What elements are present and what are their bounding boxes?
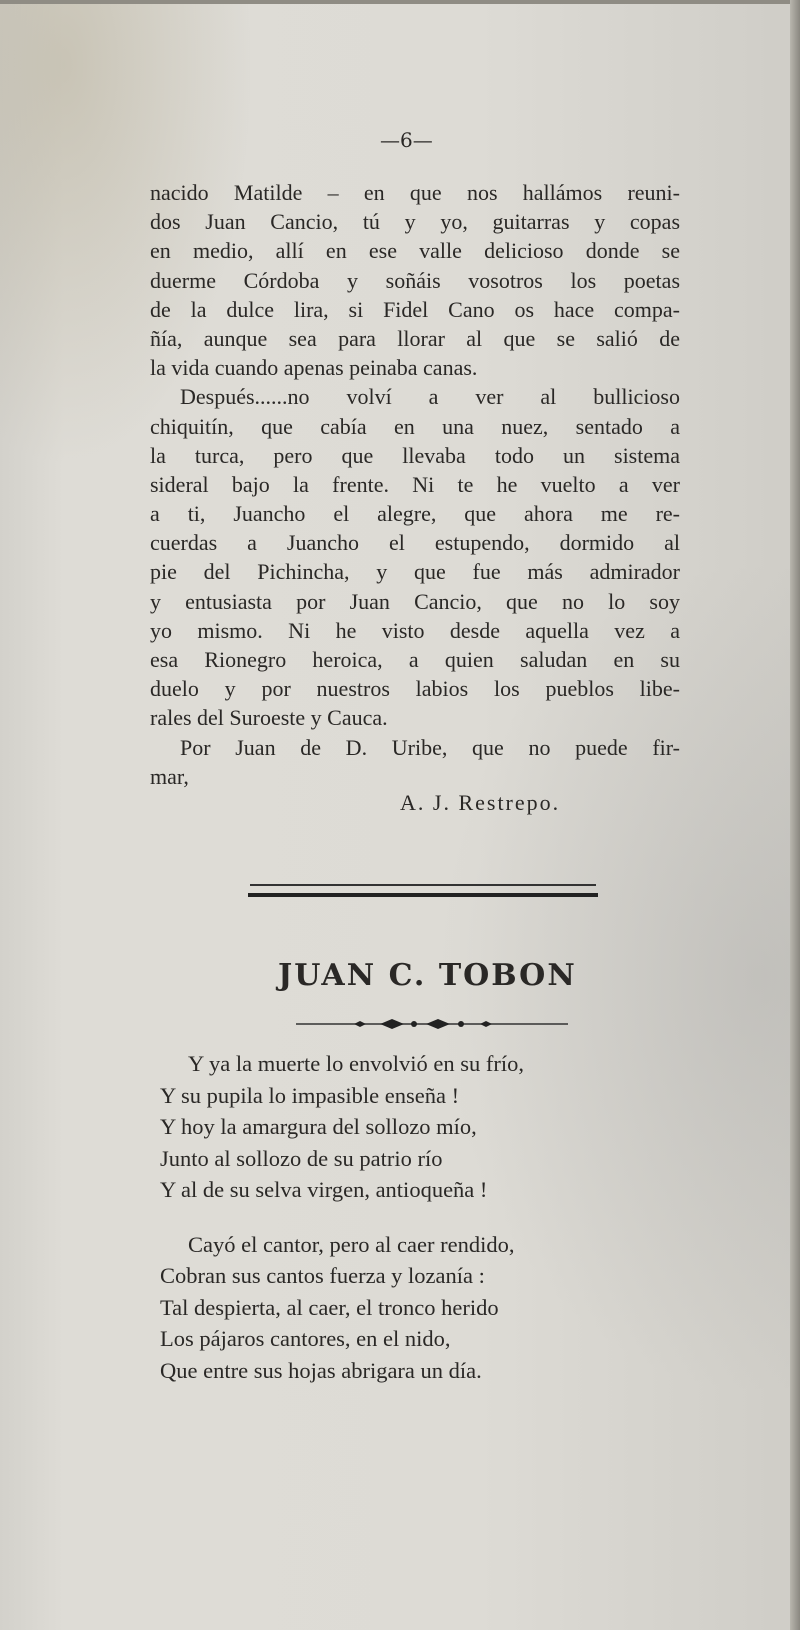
verse-line: Junto al sollozo de su patrio río — [160, 1145, 443, 1171]
prose-line: duelo y por nuestros labios los pueblos libe- — [150, 676, 680, 702]
page-right-edge — [790, 0, 800, 1630]
prose-line: sideral bajo la frente. Ni te he vuelto a ver — [150, 471, 680, 497]
verse-line: Y su pupila lo impasible enseña ! — [160, 1082, 460, 1108]
poem-title: JUAN C. TOBON — [278, 958, 577, 993]
prose-line: Después......no volví a ver al bullicioso — [180, 384, 680, 410]
prose-line: pie del Pichincha, y que fue más admirador — [150, 559, 680, 585]
ornament-divider — [296, 1016, 568, 1032]
verse-line: Y hoy la amargura del sollozo mío, — [160, 1114, 477, 1139]
prose-line: yo mismo. Ni he visto desde aquella vez a — [150, 617, 680, 643]
prose-line: dos Juan Cancio, tú y yo, guitarras y copas — [150, 209, 680, 235]
verse-line: Que entre sus hojas abrigara un día. — [160, 1357, 482, 1383]
verse-line: Los pájaros cantores, en el nido, — [160, 1326, 451, 1351]
prose-line: duerme Córdoba y soñáis vosotros los poetas — [150, 267, 680, 293]
prose-line: la turca, pero que llevaba todo un sistema — [150, 442, 680, 468]
prose-line: cuerdas a Juancho el estupendo, dormido al — [150, 530, 680, 556]
verse-line: Cayó el cantor, pero al caer rendido, — [188, 1231, 515, 1257]
prose-line: ñía, aunque sea para llorar al que se salió de — [150, 325, 680, 351]
prose-line: rales del Suroeste y Cauca. — [150, 705, 388, 731]
stanza-1 — [160, 1048, 524, 1206]
verse-line: Y ya la muerte lo envolvió en su frío, — [188, 1051, 524, 1076]
prose-line: la vida cuando apenas peinaba canas. — [150, 355, 478, 381]
verse-line: Cobran sus cantos fuerza y lozanía : — [160, 1263, 485, 1288]
prose-line: en medio, allí en ese valle delicioso donde se — [150, 238, 680, 264]
prose-text — [150, 178, 680, 791]
prose-line: a ti, Juancho el alegre, que ahora me re- — [150, 501, 680, 527]
prose-line: nacido Matilde – en que nos hallámos reuni- — [150, 180, 680, 205]
stanza-2 — [160, 1229, 524, 1387]
page-number: —6— — [380, 128, 433, 152]
prose-line: de la dulce lira, si Fidel Cano os hace compa- — [150, 296, 680, 322]
page-top-edge — [0, 0, 800, 4]
verse-line: Y al de su selva virgen, antioqueña ! — [160, 1177, 488, 1202]
signature: A. J. Restrepo. — [400, 790, 561, 815]
prose-line: mar, — [150, 763, 189, 789]
prose-line: esa Rionegro heroica, a quien saludan en su — [150, 647, 680, 672]
prose-line: y entusiasta por Juan Cancio, que no lo soy — [150, 588, 680, 614]
divider-rule-thick — [248, 893, 598, 897]
poem-body — [160, 1048, 524, 1386]
verse-line: Tal despierta, al caer, el tronco herido — [160, 1294, 499, 1320]
prose-line: Por Juan de D. Uribe, que no puede fir- — [180, 734, 680, 760]
divider-rule-thin — [250, 884, 596, 886]
prose-line: chiquitín, que cabía en una nuez, sentado a — [150, 413, 680, 439]
